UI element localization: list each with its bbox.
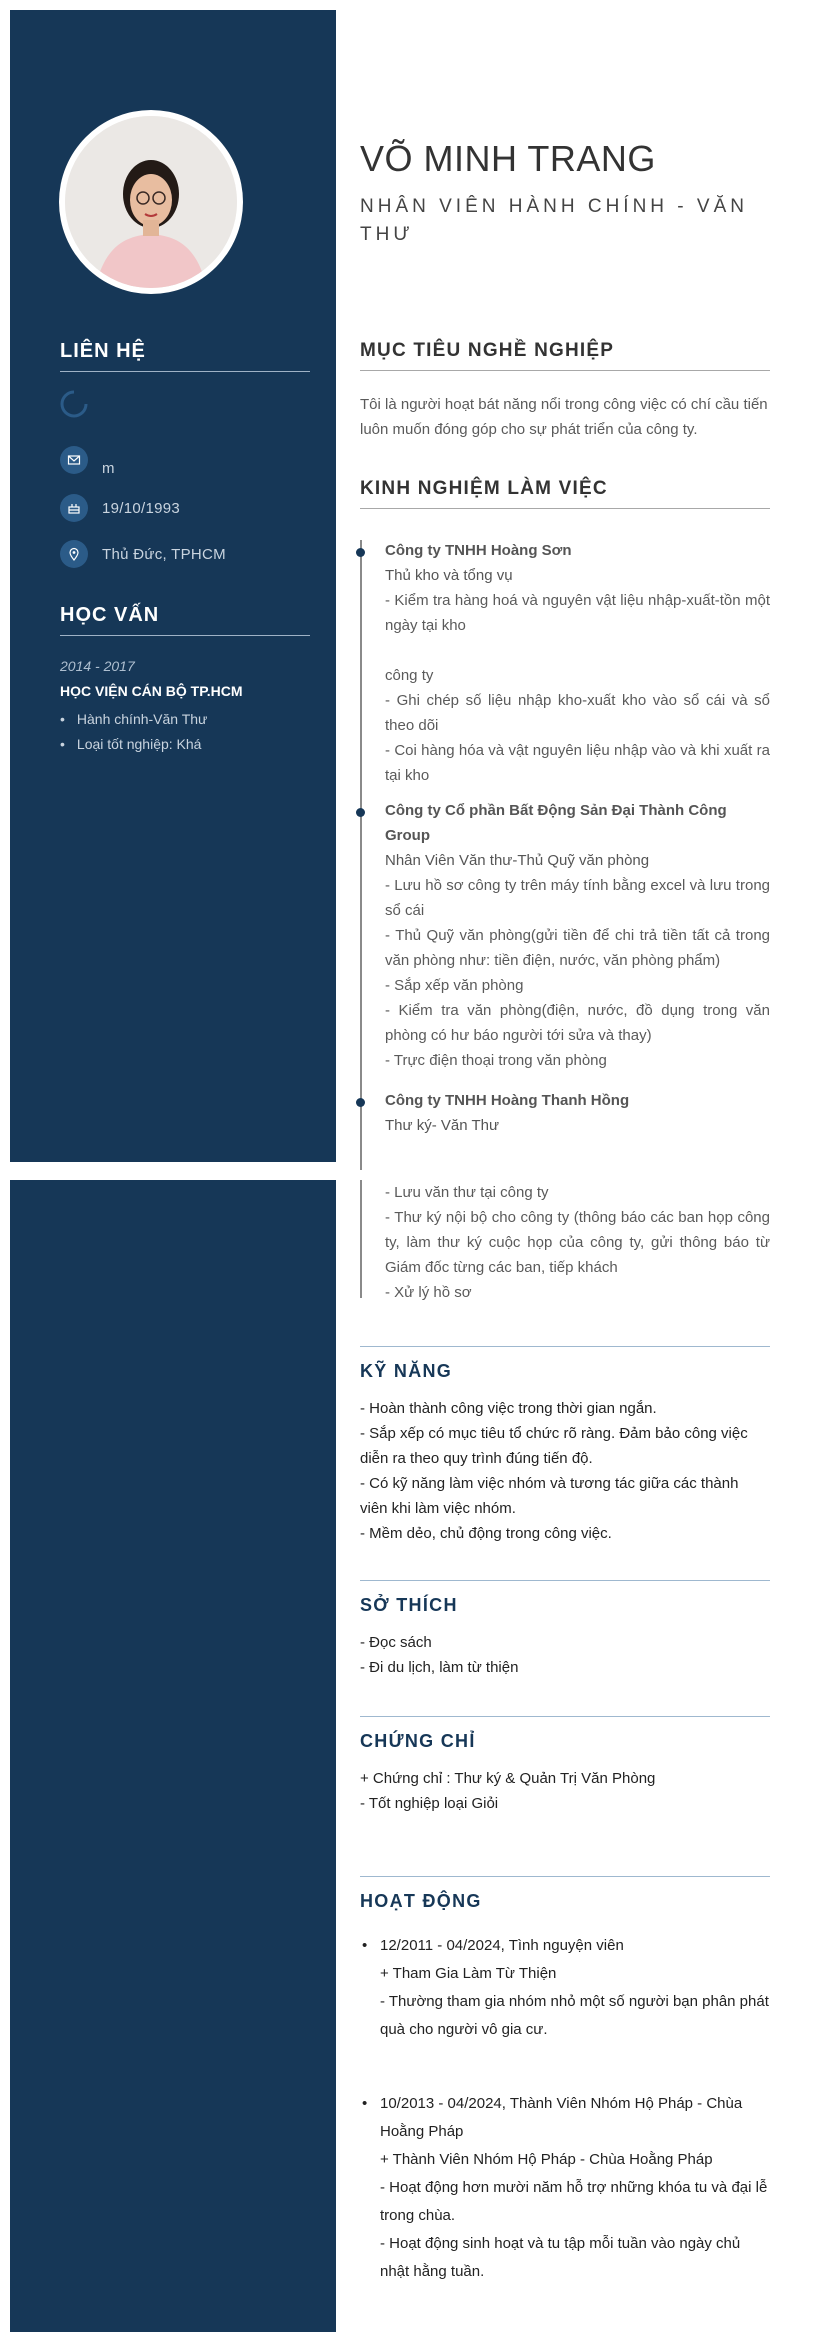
loading-icon [60,390,88,422]
hobbies-heading: SỞ THÍCH [360,1580,770,1616]
contact-birthday-row [60,494,180,522]
job-title: Thư ký- Văn Thư [385,1117,500,1134]
resume-page-2 [10,1180,823,2332]
contact-email: m [102,460,115,477]
contact-phone-row [60,390,88,422]
experience-timeline [360,1180,362,1298]
timeline-dot [356,1098,365,1107]
contact-address: Thủ Đức, TPHCM [102,545,226,563]
job-company: Công ty TNHH Hoàng Sơn [385,542,572,559]
candidate-name: VÕ MINH TRANG [360,138,656,179]
main-content [360,10,770,1162]
activity-line: - Hoạt động sinh hoạt và tu tập mỗi tuần vào ngày chủ nhật hằng tuần. [380,2235,741,2280]
activities-heading: HOẠT ĐỘNG [360,1876,770,1912]
main-content [360,1180,770,2332]
activity-line: - Thường tham gia nhóm nhỏ một số người bạn phân phát quà cho người vô gia cư. [380,1993,769,2038]
job-description: - Kiểm tra hàng hoá và nguyên vật liệu nhập-xuất-tồn một ngày tại kho công ty - Ghi chép số liệu nhập kho-xuất kho vào sổ cái và sổ theo dõi - Coi hàng hóa và vật nguyên liệu nhập vào và khi xuất ra tại kho [385,592,770,784]
activities-list [360,1932,770,2308]
education-list [60,707,207,757]
education-item: • Loại tốt nghiệp: Khá [60,732,207,757]
certificates-heading: CHỨNG CHỈ [360,1716,770,1752]
profile-photo [65,116,237,288]
activity-item [360,1932,770,2044]
location-pin-icon [60,540,88,568]
contact-heading: LIÊN HỆ [60,340,310,372]
education-heading: HỌC VẤN [60,604,310,636]
envelope-icon [60,446,88,474]
contact-birthday: 19/10/1993 [102,499,181,517]
experience-heading: KINH NGHIỆM LÀM VIỆC [360,478,770,509]
activity-line: + Tham Gia Làm Từ Thiện [380,1965,557,1982]
job-company: Công ty Cổ phần Bất Động Sản Đại Thành Công Group [385,802,727,844]
sidebar [10,1180,336,2332]
avatar [59,110,243,294]
job-title: Thủ kho và tổng vụ [385,567,513,584]
activity-line: - Hoạt động hơn mười năm hỗ trợ những khóa tu và đại lễ trong chùa. [380,2179,768,2224]
candidate-role: NHÂN VIÊN HÀNH CHÍNH - VĂN THƯ [360,196,748,245]
contact-email-row [60,442,115,477]
certificates-text: + Chứng chỉ : Thư ký & Quản Trị Văn Phòng - Tốt nghiệp loại Giỏi [360,1770,656,1812]
skills-text: - Hoàn thành công việc trong thời gian ngắn. - Sắp xếp có mục tiêu tổ chức rõ ràng. Đảm bảo công việc diễn ra theo quy trình đúng tiến độ. - Có kỹ năng làm việc nhóm và tương tác giữa các thành viên khi làm việc nhóm. - Mềm dẻo, chủ động trong công việc. [360,1400,748,1542]
objective-text: Tôi là người hoạt bát năng nổi trong công việc có chí cầu tiến luôn muốn đóng góp cho sự phát triển của công ty. [360,396,768,438]
activity-line: • 10/2013 - 04/2024, Thành Viên Nhóm Hộ Pháp - Chùa Hoằng Pháp [380,2095,743,2140]
education-years: 2014 - 2017 [60,658,135,674]
education-school: HỌC VIỆN CÁN BỘ TP.HCM [60,683,243,699]
timeline-dot [356,548,365,557]
activity-line: + Thành Viên Nhóm Hộ Pháp - Chùa Hoằng Pháp [380,2151,713,2168]
hobbies-text: - Đọc sách - Đi du lịch, làm từ thiện [360,1634,519,1676]
job-description: - Lưu hồ sơ công ty trên máy tính bằng excel và lưu trong sổ cái - Thủ Quỹ văn phòng(gửi tiền để chi trả tiền tất cả trong văn phòng như: tiền điện, nước, văn phòng phẩm) - Sắp xếp văn phòng - Kiểm tra văn phòng(điện, nước, đồ dụng trong văn phòng có hư báo người tới sửa và thay) - Trực điện thoại trong văn phòng [385,877,770,1069]
job-description: - Lưu văn thư tại công ty - Thư ký nội bộ cho công ty (thông báo các ban họp công ty, làm thư ký cuộc họp của công ty, gửi thông báo từ Giám đốc từng các ban, tiếp khách - Xử lý hồ sơ [385,1184,770,1301]
contact-address-row [60,540,226,568]
resume-page-1 [10,10,823,1162]
sidebar [10,10,336,1162]
experience-timeline [360,540,362,1170]
skills-heading: KỸ NĂNG [360,1346,770,1382]
job-title: Nhân Viên Văn thư-Thủ Quỹ văn phòng [385,852,650,869]
timeline-dot [356,808,365,817]
activity-line: • 12/2011 - 04/2024, Tình nguyện viên [380,1937,624,1954]
objective-heading: MỤC TIÊU NGHỀ NGHIỆP [360,340,770,371]
education-item: • Hành chính-Văn Thư [60,707,207,732]
activity-item [360,2090,770,2286]
cake-icon [60,494,88,522]
job-company: Công ty TNHH Hoàng Thanh Hồng [385,1092,630,1109]
